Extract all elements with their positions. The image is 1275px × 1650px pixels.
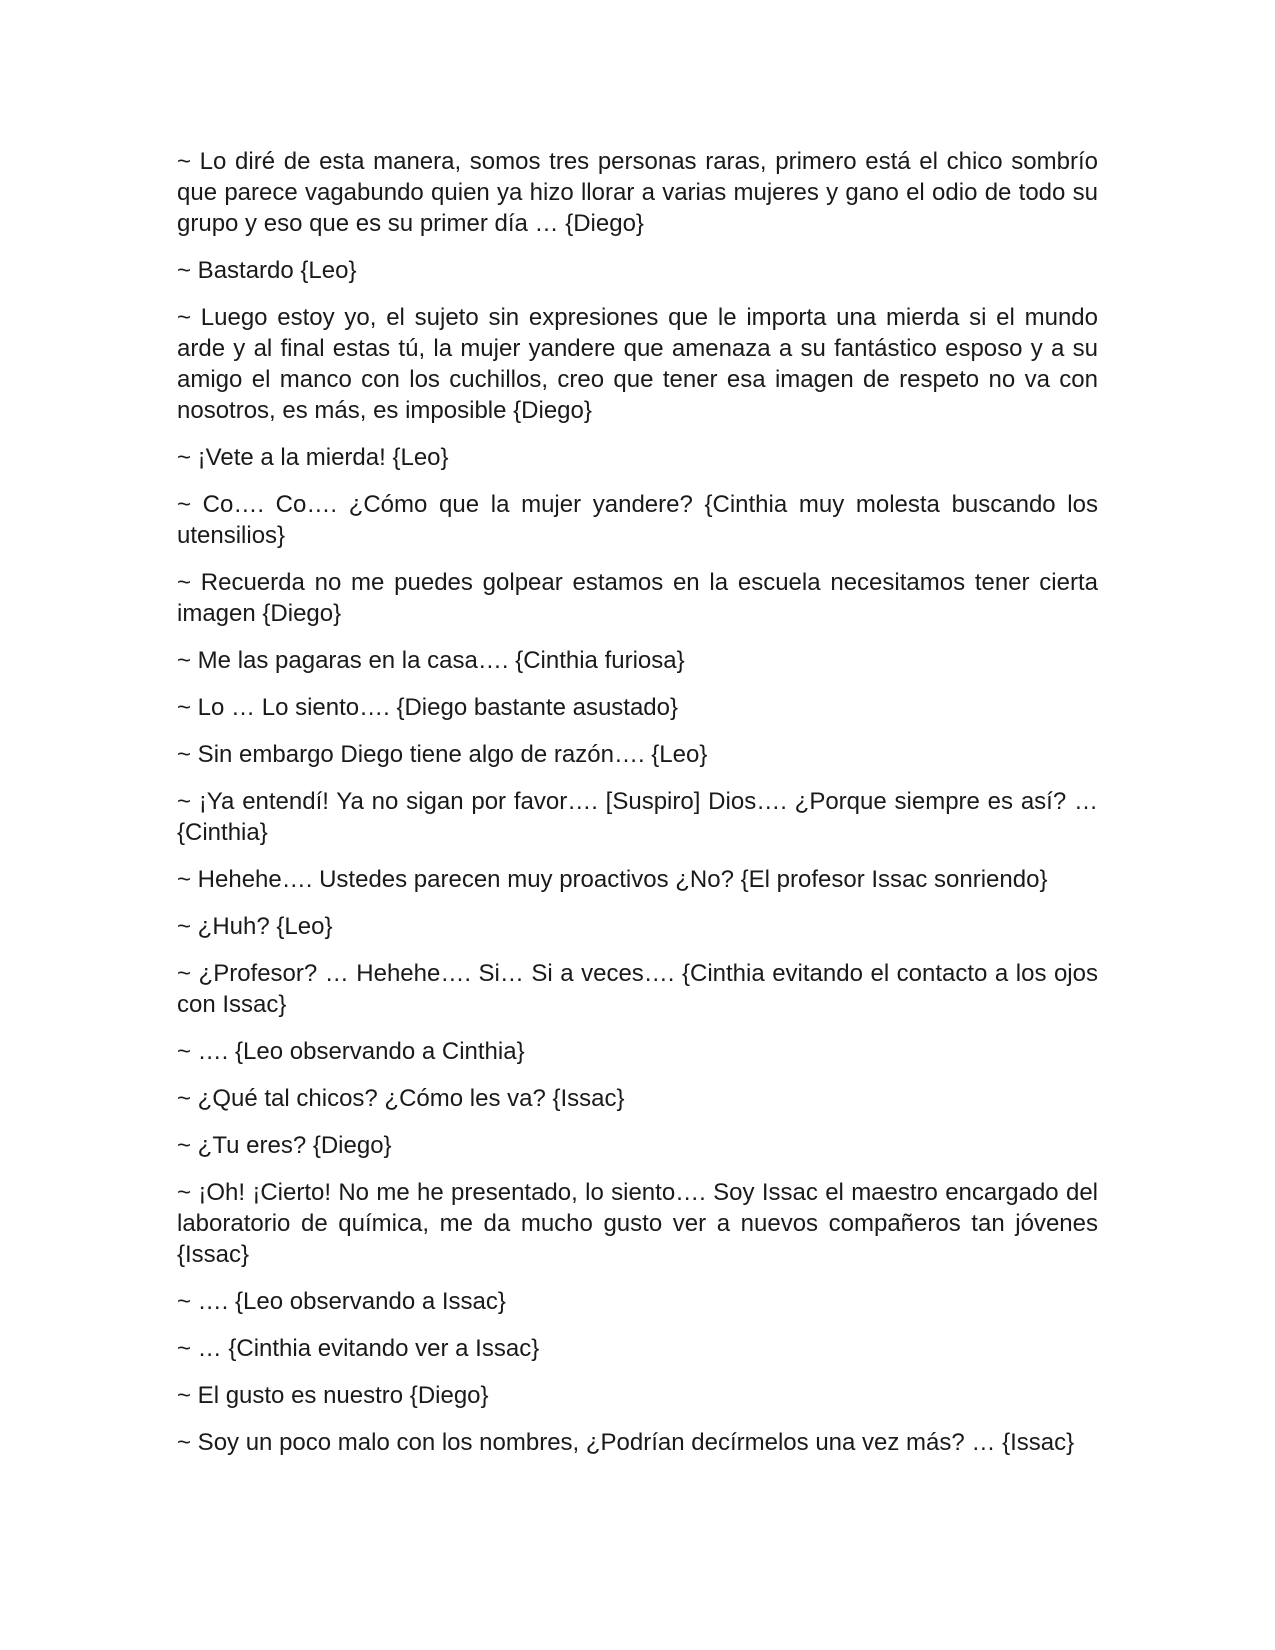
dialogue-paragraph: ~ Recuerda no me puedes golpear estamos en la escuela necesitamos tener cierta imagen {Diego} [177, 569, 1098, 627]
dialogue-paragraph: ~ Co…. Co…. ¿Cómo que la mujer yandere? {Cinthia muy molesta buscando los utensilios} [177, 491, 1098, 549]
dialogue-paragraph: ~ … {Cinthia evitando ver a Issac} [177, 1335, 540, 1362]
dialogue-paragraph: ~ Bastardo {Leo} [177, 257, 357, 284]
dialogue-paragraph: ~ ¡Vete a la mierda! {Leo} [177, 444, 449, 471]
dialogue-paragraph: ~ …. {Leo observando a Cinthia} [177, 1038, 525, 1065]
dialogue-paragraph: ~ …. {Leo observando a Issac} [177, 1288, 506, 1315]
document-body [177, 146, 1098, 1474]
dialogue-paragraph: ~ ¿Qué tal chicos? ¿Cómo les va? {Issac} [177, 1085, 625, 1112]
dialogue-paragraph: ~ Soy un poco malo con los nombres, ¿Podrían decírmelos una vez más? … {Issac} [177, 1429, 1075, 1456]
dialogue-paragraph: ~ ¡Ya entendí! Ya no sigan por favor…. [Suspiro] Dios…. ¿Porque siempre es así? … {Cinthia} [177, 788, 1098, 846]
dialogue-paragraph: ~ ¿Tu eres? {Diego} [177, 1132, 392, 1159]
dialogue-paragraph: ~ Luego estoy yo, el sujeto sin expresiones que le importa una mierda si el mundo arde y al final estas tú, la mujer yandere que amenaza a su fantástico esposo y a su amigo el manco con los cuchillos, creo que tener esa imagen de respeto no va con nosotros, es más, es imposible {Diego} [177, 304, 1098, 424]
dialogue-paragraph: ~ ¿Profesor? … Hehehe…. Si… Si a veces…. {Cinthia evitando el contacto a los ojos con Issac} [177, 960, 1098, 1018]
dialogue-paragraph: ~ Lo diré de esta manera, somos tres personas raras, primero está el chico sombrío que parece vagabundo quien ya hizo llorar a varias mujeres y gano el odio de todo su grupo y eso que es su primer día … {Diego} [177, 148, 1098, 237]
dialogue-paragraph: ~ El gusto es nuestro {Diego} [177, 1382, 489, 1409]
dialogue-paragraph: ~ ¡Oh! ¡Cierto! No me he presentado, lo siento…. Soy Issac el maestro encargado del laboratorio de química, me da mucho gusto ver a nuevos compañeros tan jóvenes {Issac} [177, 1179, 1098, 1268]
dialogue-paragraph: ~ ¿Huh? {Leo} [177, 913, 333, 940]
dialogue-paragraph: ~ Lo … Lo siento…. {Diego bastante asustado} [177, 694, 679, 721]
dialogue-paragraph: ~ Sin embargo Diego tiene algo de razón…. {Leo} [177, 741, 708, 768]
dialogue-paragraph: ~ Me las pagaras en la casa…. {Cinthia furiosa} [177, 647, 685, 674]
dialogue-paragraph: ~ Hehehe…. Ustedes parecen muy proactivos ¿No? {El profesor Issac sonriendo} [177, 866, 1048, 893]
